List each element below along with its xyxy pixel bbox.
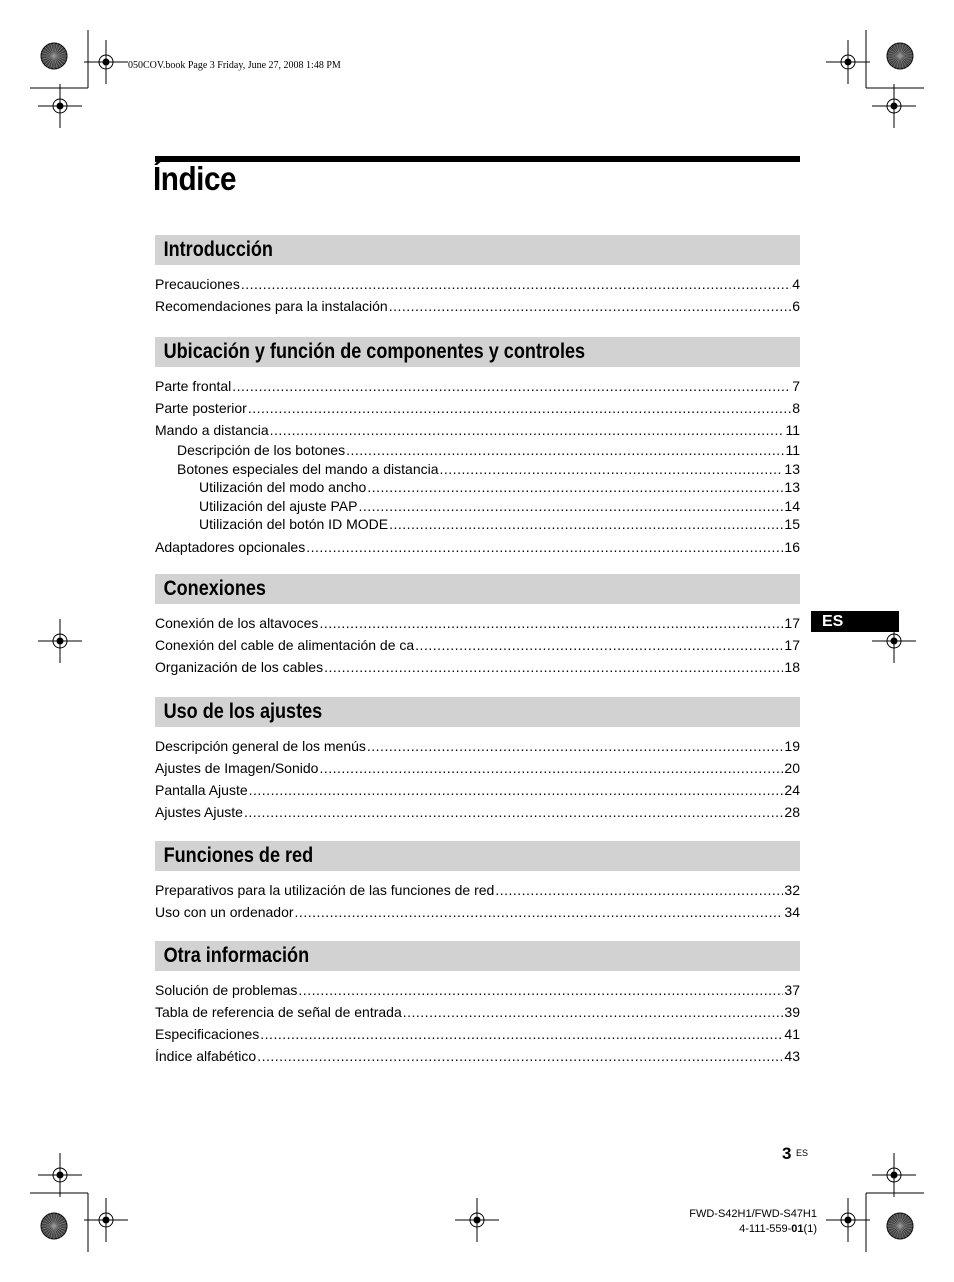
toc-entry[interactable] <box>155 273 800 295</box>
doc-code-suffix: (1) <box>803 1223 817 1235</box>
page-title: Índice <box>153 160 237 197</box>
toc-entry[interactable] <box>155 879 800 901</box>
toc-entry-text: Utilización del modo ancho <box>199 479 367 495</box>
section-title: Ubicación y función de componentes y controles <box>163 340 586 363</box>
toc-entry-page: 16 <box>784 538 800 555</box>
toc-entry-text: Organización de los cables <box>155 659 324 675</box>
toc-entry-page: 17 <box>784 615 800 631</box>
toc-subsubentry[interactable] <box>155 497 800 516</box>
registration-dot <box>891 1172 898 1179</box>
section-heading <box>155 941 800 971</box>
toc-entry-page: 37 <box>784 982 800 998</box>
toc-entry-page: 11 <box>785 442 800 458</box>
toc-subentry[interactable] <box>155 460 800 479</box>
toc-entry-text: Parte posterior <box>155 400 247 416</box>
toc-entry-page: 20 <box>784 760 800 776</box>
dot-leader <box>249 779 784 801</box>
toc-entry-page: 13 <box>784 479 800 495</box>
dot-leader <box>495 879 783 901</box>
toc-entry[interactable] <box>155 901 800 923</box>
toc-entry-text: Mando a distancia <box>155 422 269 438</box>
toc-entry-page: 24 <box>784 782 800 798</box>
toc-entry[interactable] <box>155 1001 800 1023</box>
model-number: FWD-S42H1/FWD-S47H1 <box>689 1208 817 1220</box>
toc-entry-text: Recomendaciones para la instalación <box>155 298 388 314</box>
toc-entry-text: Conexión de los altavoces <box>155 615 319 631</box>
dot-leader <box>248 397 791 419</box>
toc-entry-page: 19 <box>784 738 800 754</box>
toc-entry-text: Pantalla Ajuste <box>155 782 248 798</box>
toc-entry-page: 32 <box>784 882 800 898</box>
toc-entry[interactable] <box>155 656 800 678</box>
dot-leader <box>306 536 783 558</box>
toc-entry-page: 43 <box>784 1048 800 1064</box>
dot-leader <box>244 801 783 823</box>
toc-entry-page: 14 <box>784 497 800 514</box>
toc-subsubentry[interactable] <box>155 515 800 534</box>
toc-entry-page: 41 <box>784 1026 800 1042</box>
toc-entry[interactable] <box>155 612 800 634</box>
toc-entry-text: Descripción general de los menús <box>155 738 366 754</box>
toc-entry-page: 4 <box>792 276 800 292</box>
toc-entry-text: Uso con un ordenador <box>155 904 294 920</box>
section-heading <box>155 574 800 604</box>
registration-dot <box>891 103 898 110</box>
registration-dot <box>845 59 852 66</box>
toc-entry[interactable] <box>155 295 800 317</box>
toc-entry-text: Solución de problemas <box>155 982 298 998</box>
section-heading <box>155 841 800 871</box>
toc-entry[interactable] <box>155 536 800 558</box>
dot-leader <box>403 1001 784 1023</box>
toc-entry[interactable] <box>155 1045 800 1067</box>
dot-leader <box>367 478 783 497</box>
toc-entry[interactable] <box>155 779 800 801</box>
toc-entry[interactable] <box>155 375 800 397</box>
section-heading <box>155 697 800 727</box>
registration-dot <box>57 638 64 645</box>
section-title: Funciones de red <box>163 844 314 867</box>
toc-entry[interactable] <box>155 979 800 1001</box>
toc-entry[interactable] <box>155 1023 800 1045</box>
dot-leader <box>319 757 783 779</box>
registration-dot <box>103 59 110 66</box>
toc-entry-text: Utilización del botón ID MODE <box>199 516 389 532</box>
toc-entry-page: 6 <box>792 298 800 314</box>
toc-section-ubicacion <box>155 337 800 558</box>
toc-entry-text: Ajustes de Imagen/Sonido <box>155 760 319 776</box>
page-number: 3 <box>782 1144 792 1163</box>
toc-subentry[interactable] <box>155 441 800 460</box>
dot-leader <box>358 497 783 516</box>
doc-code-bold: 01 <box>791 1223 804 1235</box>
print-header-note: 050COV.book Page 3 Friday, June 27, 2008 1:48 PM <box>128 60 341 71</box>
doc-code-prefix: 4-111-559- <box>739 1223 792 1235</box>
toc-entry-page: 11 <box>785 422 800 438</box>
section-heading <box>155 235 800 265</box>
toc-entry[interactable] <box>155 397 800 419</box>
toc-entry-text: Conexión del cable de alimentación de ca <box>155 637 415 653</box>
dot-leader <box>260 1023 783 1045</box>
dot-leader <box>389 515 783 534</box>
toc-section-otra-informacion <box>155 941 800 1067</box>
dot-leader <box>319 612 783 634</box>
toc-entry[interactable] <box>155 801 800 823</box>
dot-leader <box>415 634 783 656</box>
dot-leader <box>232 375 791 397</box>
section-title: Introducción <box>163 238 273 261</box>
dot-leader <box>324 656 783 678</box>
toc-entry-text: Descripción de los botones <box>177 442 346 458</box>
toc-entry-page: 15 <box>784 516 800 532</box>
document-code <box>739 1223 817 1235</box>
toc-entry[interactable] <box>155 735 800 757</box>
toc-section-conexiones <box>155 574 800 678</box>
toc-entry-page: 28 <box>784 804 800 820</box>
toc-subsubentry[interactable] <box>155 478 800 497</box>
toc-entry-text: Utilización del ajuste PAP <box>199 497 358 514</box>
dot-leader <box>298 979 783 1001</box>
registration-dot <box>474 1217 481 1224</box>
section-title: Conexiones <box>163 577 266 600</box>
language-tab: ES <box>811 611 899 632</box>
toc-entry-text: Especificaciones <box>155 1026 260 1042</box>
toc-entry-text: Precauciones <box>155 276 240 292</box>
dot-leader <box>241 273 791 295</box>
toc-section-uso-ajustes <box>155 697 800 823</box>
registration-dot <box>891 638 898 645</box>
title-rule <box>155 156 800 162</box>
registration-dot <box>57 1172 64 1179</box>
dot-leader <box>295 901 784 923</box>
dot-leader <box>346 441 784 460</box>
section-heading <box>155 337 800 367</box>
toc-entry-text: Tabla de referencia de señal de entrada <box>155 1004 402 1020</box>
registration-dot <box>103 1217 110 1224</box>
dot-leader <box>440 460 784 479</box>
section-title: Uso de los ajustes <box>163 700 323 723</box>
toc-entry-page: 8 <box>792 400 800 416</box>
toc-entry-text: Parte frontal <box>155 378 232 394</box>
dot-leader <box>270 419 785 441</box>
toc-section-funciones-red <box>155 841 800 923</box>
registration-dot <box>845 1217 852 1224</box>
toc-entry-page: 18 <box>784 659 800 675</box>
dot-leader <box>389 295 792 317</box>
toc-entry[interactable] <box>155 757 800 779</box>
toc-entry-text: Índice alfabético <box>155 1048 257 1064</box>
dot-leader <box>367 735 784 757</box>
section-title: Otra información <box>163 944 310 967</box>
toc-entry-text: Preparativos para la utilización de las funciones de red <box>155 882 495 898</box>
page-number-suffix: ES <box>796 1148 809 1158</box>
toc-entry-page: 39 <box>784 1004 800 1020</box>
toc-entry-text: Botones especiales del mando a distancia <box>177 460 439 477</box>
dot-leader <box>257 1045 783 1067</box>
toc-entry-text: Adaptadores opcionales <box>155 538 306 555</box>
toc-entry-text: Ajustes Ajuste <box>155 804 243 820</box>
toc-section-introduccion <box>155 235 800 317</box>
toc-entry-page: 34 <box>784 904 800 920</box>
toc-entry[interactable] <box>155 634 800 656</box>
toc-entry-page: 17 <box>784 637 800 653</box>
toc-entry-page: 7 <box>792 378 800 394</box>
toc-entry-page: 13 <box>784 460 800 477</box>
registration-dot <box>57 103 64 110</box>
toc-entry[interactable] <box>155 419 800 441</box>
